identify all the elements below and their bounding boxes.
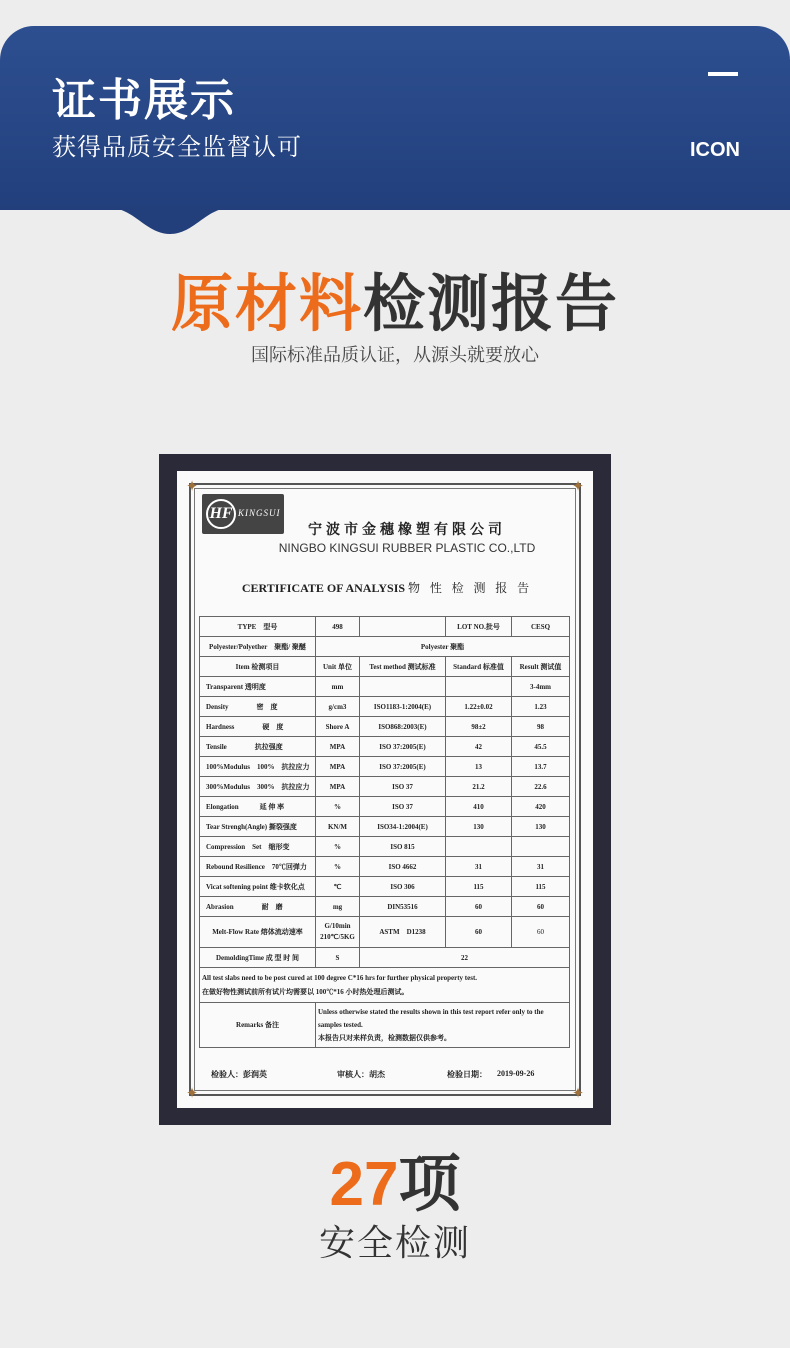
section-title-rest: 检测报告 [363, 267, 620, 340]
analysis-table [199, 616, 570, 1048]
property-name: Elongation 延 伸 率 [200, 797, 316, 817]
table-row [200, 797, 570, 817]
property-result [512, 837, 570, 857]
inspection-date-label: 检验日期： [447, 1070, 487, 1079]
property-name: Rebound Resilience 70℃回弹力 [200, 857, 316, 877]
property-method: ISO 37:2005(E) [360, 737, 446, 757]
logo-mark: HF [206, 499, 236, 529]
table-row [200, 737, 570, 757]
property-method: DIN53516 [360, 897, 446, 917]
property-standard [446, 677, 512, 697]
property-standard: 42 [446, 737, 512, 757]
property-standard: 1.22±0.02 [446, 697, 512, 717]
remarks-en: Unless otherwise stated the results shown in this test report refer only to the samples tested. [318, 1007, 544, 1029]
test-count-caption: 安全检测 [318, 1223, 471, 1264]
property-method: ISO868:2003(E) [360, 717, 446, 737]
test-note [200, 968, 570, 1003]
section-title-highlight: 原材料 [170, 267, 363, 340]
property-result: 13.7 [512, 757, 570, 777]
corner-ornament-icon: ✦ [571, 477, 585, 495]
property-unit: MPA [316, 777, 360, 797]
property-result: 22.6 [512, 777, 570, 797]
meltflow-result: 60 [512, 917, 570, 948]
company-name-en: NINGBO KINGSUI RUBBER PLASTIC CO.,LTD [278, 541, 536, 555]
property-standard: 13 [446, 757, 512, 777]
property-name: Density 密 度 [200, 697, 316, 717]
company-name-cn: 宁波市金穗橡塑有限公司 [308, 522, 506, 538]
certificate-title [217, 579, 557, 596]
material-value: Polyester 聚酯 [316, 637, 570, 657]
property-name: Tear Strengh(Angle) 撕裂强度 [200, 817, 316, 837]
property-method: ISO 4662 [360, 857, 446, 877]
table-row [200, 897, 570, 917]
section-title [0, 268, 790, 340]
property-unit: KN/M [316, 817, 360, 837]
property-standard: 31 [446, 857, 512, 877]
logo-text: KINGSUI [238, 508, 281, 518]
type-label: TYPE 型号 [200, 617, 316, 637]
remarks-text [316, 1003, 570, 1048]
inspection-date: 2019-09-26 [497, 1069, 535, 1078]
table-row [200, 777, 570, 797]
section-subtitle: 国际标准品质认证，从源头就要放心 [251, 345, 539, 366]
property-name: Transparent 透明度 [200, 677, 316, 697]
test-note-en: All test slabs need to be post cured at 100 degree C*16 hrs for further physical property test. [202, 974, 478, 982]
table-row [200, 757, 570, 777]
property-name: Compression Set 缩形变 [200, 837, 316, 857]
certificate-title-en: CERTIFICATE OF ANALYSIS [241, 581, 406, 595]
property-method: ISO 815 [360, 837, 446, 857]
remarks-cn: 本报告只对来样负责，检测数据仅供参考。 [318, 1033, 451, 1042]
certificate-paper [177, 471, 593, 1108]
property-standard: 60 [446, 897, 512, 917]
property-unit: % [316, 797, 360, 817]
certificate-frame [159, 454, 611, 1125]
certificate-title-cn: 物 性 检 测 报 告 [408, 581, 533, 595]
material-label: Polyester/Polyether 聚酯/ 聚醚 [200, 637, 316, 657]
property-unit: mm [316, 677, 360, 697]
meltflow-unit-line1: G/10min [324, 922, 351, 930]
property-method: ISO 37 [360, 777, 446, 797]
corner-ornament-icon: ✦ [185, 477, 199, 495]
property-name: Abrasion 耐 磨 [200, 897, 316, 917]
property-unit: g/cm3 [316, 697, 360, 717]
property-standard: 115 [446, 877, 512, 897]
table-row [200, 857, 570, 877]
table-row [200, 617, 570, 637]
banner-title: 证书展示 [52, 75, 236, 126]
property-standard: 21.2 [446, 777, 512, 797]
property-unit: ℃ [316, 877, 360, 897]
property-method: ISO34-1:2004(E) [360, 817, 446, 837]
column-header: Item 检测项目 [200, 657, 316, 677]
lot-label: LOT NO.批号 [446, 617, 512, 637]
table-row [200, 948, 570, 968]
demolding-item: DemoldingTime 成 型 时 间 [200, 948, 316, 968]
property-name: Tensile 抗拉强度 [200, 737, 316, 757]
property-method: ISO1183-1:2004(E) [360, 697, 446, 717]
property-name: Hardness 硬 度 [200, 717, 316, 737]
icon-label: ICON [690, 139, 740, 161]
demolding-unit: S [316, 948, 360, 968]
table-row [200, 917, 570, 948]
property-result: 3-4mm [512, 677, 570, 697]
property-name: 100%Modulus 100% 抗拉应力 [200, 757, 316, 777]
meltflow-standard: 60 [446, 917, 512, 948]
property-unit: Shore A [316, 717, 360, 737]
test-note-cn: 在做好物性测试前所有试片均需要以 100℃*16 小时热处理后测试。 [202, 988, 409, 996]
property-standard: 130 [446, 817, 512, 837]
property-unit: mg [316, 897, 360, 917]
meltflow-unit-line2: 210℃/5KG [320, 933, 355, 941]
table-cell [360, 617, 446, 637]
property-name: 300%Modulus 300% 抗拉应力 [200, 777, 316, 797]
corner-ornament-icon: ✦ [571, 1084, 585, 1102]
table-row [200, 697, 570, 717]
property-result: 115 [512, 877, 570, 897]
property-result: 1.23 [512, 697, 570, 717]
test-count-number: 27 [329, 1150, 399, 1219]
company-logo [202, 494, 284, 534]
table-row [200, 968, 570, 1003]
column-header: Result 测试值 [512, 657, 570, 677]
column-header: Unit 单位 [316, 657, 360, 677]
column-header: Test method 测试标准 [360, 657, 446, 677]
property-result: 130 [512, 817, 570, 837]
table-row [200, 1003, 570, 1048]
table-header-row [200, 657, 570, 677]
table-row [200, 877, 570, 897]
property-unit: % [316, 837, 360, 857]
property-result: 60 [512, 897, 570, 917]
property-standard [446, 837, 512, 857]
property-result: 31 [512, 857, 570, 877]
property-method [360, 677, 446, 697]
property-unit: % [316, 857, 360, 877]
table-row [200, 837, 570, 857]
column-header: Standard 标准值 [446, 657, 512, 677]
property-method: ISO 306 [360, 877, 446, 897]
test-count-unit: 项 [398, 1147, 461, 1220]
property-unit: MPA [316, 737, 360, 757]
banner-notch [110, 208, 230, 234]
table-row [200, 677, 570, 697]
property-method: ISO 37 [360, 797, 446, 817]
property-method: ISO 37:2005(E) [360, 757, 446, 777]
property-result: 98 [512, 717, 570, 737]
banner-subtitle: 获得品质安全监督认可 [52, 133, 302, 161]
table-row [200, 817, 570, 837]
type-value: 498 [316, 617, 360, 637]
table-row [200, 717, 570, 737]
property-result: 45.5 [512, 737, 570, 757]
property-standard: 98±2 [446, 717, 512, 737]
property-unit: MPA [316, 757, 360, 777]
test-count [0, 1147, 790, 1220]
corner-ornament-icon: ✦ [185, 1084, 199, 1102]
meltflow-unit [316, 917, 360, 948]
meltflow-method: ASTM D1238 [360, 917, 446, 948]
demolding-value: 22 [360, 948, 570, 968]
remarks-label: Remarks 备注 [200, 1003, 316, 1048]
inspector: 检验人：彭润英 [211, 1070, 267, 1079]
table-row [200, 637, 570, 657]
meltflow-item: Melt-Flow Rate 熔体流动速率 [200, 917, 316, 948]
property-standard: 410 [446, 797, 512, 817]
dash-icon [708, 72, 738, 76]
lot-value: CESQ [512, 617, 570, 637]
reviewer: 审核人：胡杰 [337, 1070, 385, 1079]
property-name: Vicat softening point 维卡软化点 [200, 877, 316, 897]
property-result: 420 [512, 797, 570, 817]
